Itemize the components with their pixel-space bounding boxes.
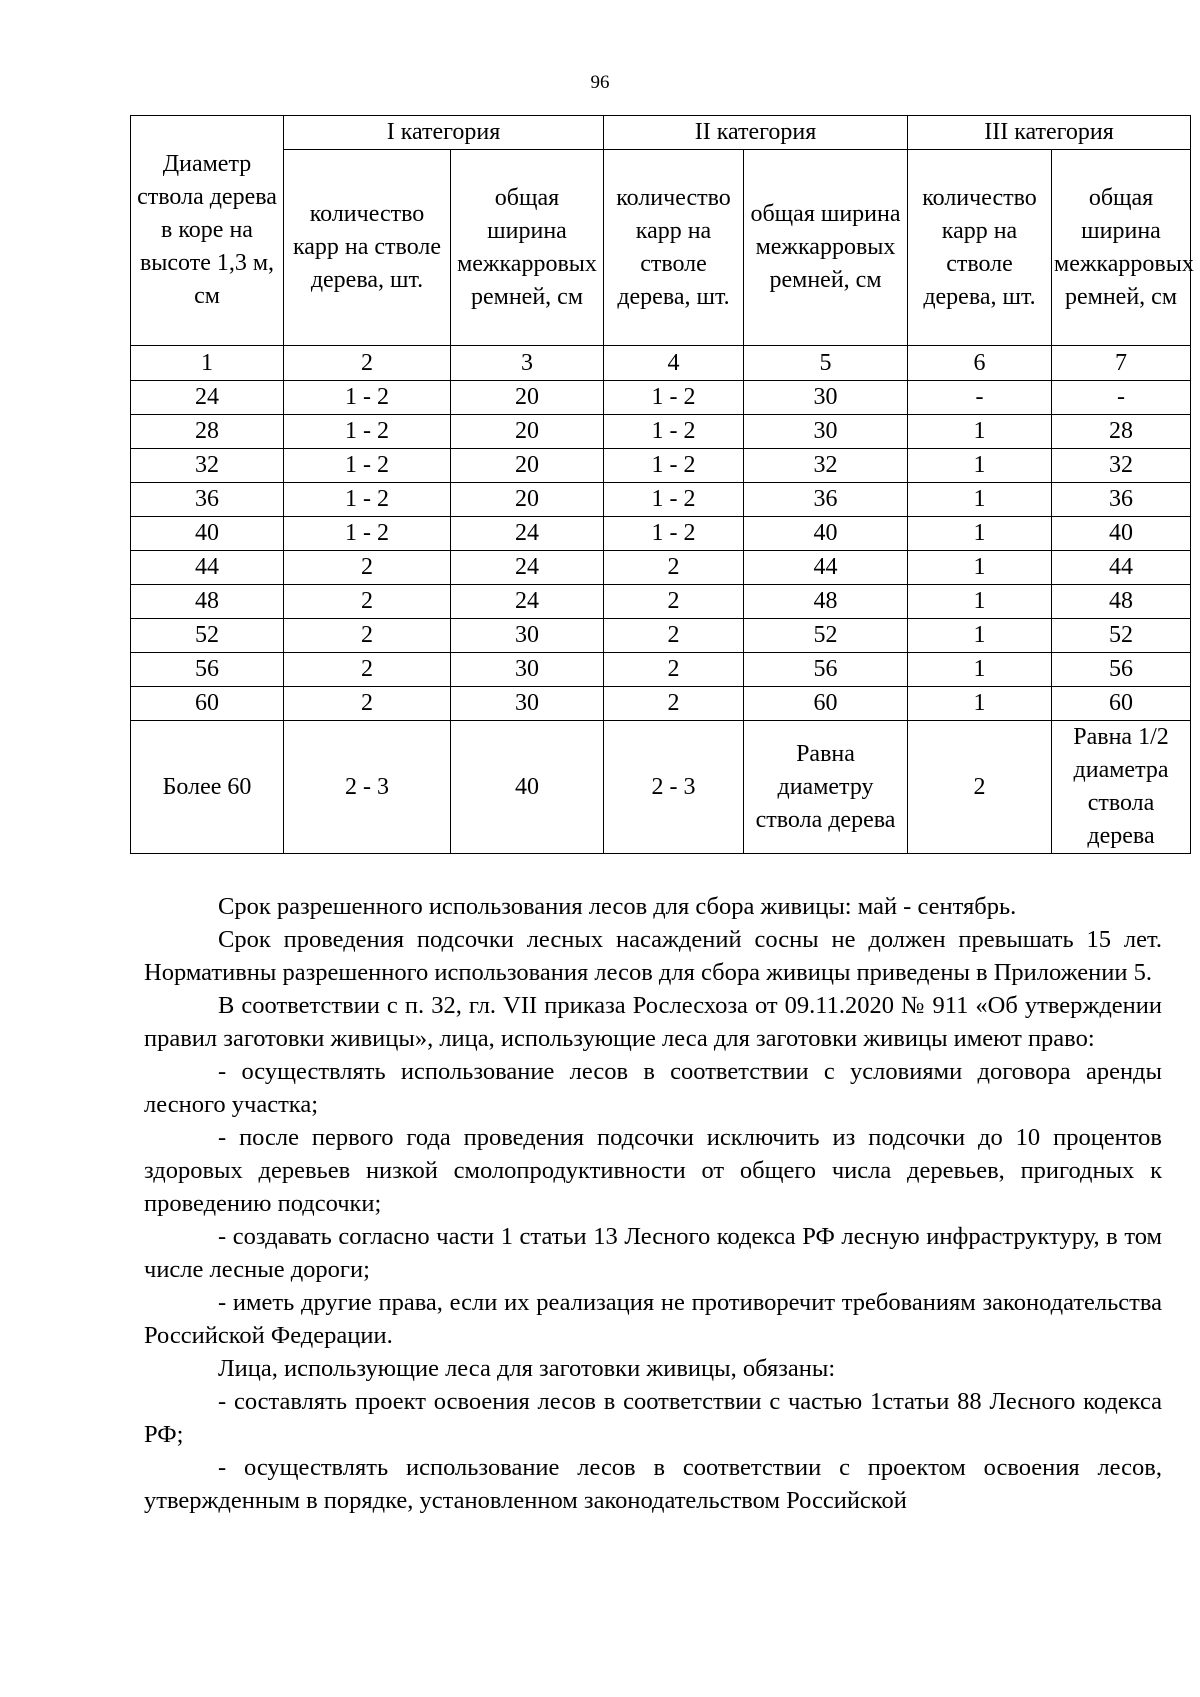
column-number: 5 bbox=[744, 346, 908, 381]
table-cell: 1 - 2 bbox=[604, 449, 744, 483]
table-cell: 1 - 2 bbox=[604, 483, 744, 517]
table-cell: 52 bbox=[744, 619, 908, 653]
table-row bbox=[131, 449, 1191, 483]
table-cell: 20 bbox=[451, 381, 604, 415]
table-cell: Более 60 bbox=[131, 721, 284, 854]
paragraph: - осуществлять использование лесов в соответствии с проектом освоения лесов, утвержденным в порядке, установленном законодательством Российской bbox=[144, 1454, 1162, 1514]
paragraph: Срок проведения подсочки лесных насаждений сосны не должен превышать 15 лет. Нормативны разрешенного использования лесов для сбора живицы приведены в Приложении 5. bbox=[144, 926, 1162, 986]
table-cell: 1 bbox=[908, 585, 1052, 619]
table-cell: 1 bbox=[908, 449, 1052, 483]
table-cell: 2 bbox=[284, 653, 451, 687]
header-count-1: количество карр на стволе дерева, шт. bbox=[284, 150, 451, 346]
table-cell: 44 bbox=[1052, 551, 1191, 585]
table-cell: 24 bbox=[451, 551, 604, 585]
paragraph: В соответствии с п. 32, гл. VII приказа Рослесхоза от 09.11.2020 № 911 «Об утверждении правил заготовки живицы», лица, использующие леса для заготовки живицы имеют право: bbox=[144, 992, 1162, 1052]
table-cell: 1 - 2 bbox=[284, 449, 451, 483]
table-cell: 1 bbox=[908, 653, 1052, 687]
table-cell: 1 - 2 bbox=[604, 381, 744, 415]
table-cell: 32 bbox=[744, 449, 908, 483]
table-cell: Равна 1/2 диаметра ствола дерева bbox=[1052, 721, 1191, 854]
table-row bbox=[131, 585, 1191, 619]
table-cell: 48 bbox=[131, 585, 284, 619]
header-width-1: общая ширина межкарровых ремней, см bbox=[451, 150, 604, 346]
table-cell: 48 bbox=[1052, 585, 1191, 619]
table-cell: - bbox=[1052, 381, 1191, 415]
paragraph: - осуществлять использование лесов в соответствии с условиями договора аренды лесного участка; bbox=[144, 1058, 1162, 1118]
table-cell: 28 bbox=[1052, 415, 1191, 449]
table-cell: 1 - 2 bbox=[284, 415, 451, 449]
table-row bbox=[131, 483, 1191, 517]
table-cell: 2 bbox=[908, 721, 1052, 854]
column-number-row bbox=[131, 346, 1191, 381]
table-cell: 30 bbox=[451, 687, 604, 721]
table-cell: 40 bbox=[451, 721, 604, 854]
column-number: 1 bbox=[131, 346, 284, 381]
table-cell: 52 bbox=[1052, 619, 1191, 653]
body-text bbox=[144, 890, 1162, 1517]
table-cell: 44 bbox=[131, 551, 284, 585]
table-cell: 24 bbox=[131, 381, 284, 415]
header-diameter: Диаметр ствола дерева в коре на высоте 1,3 м, см bbox=[131, 116, 284, 346]
table-cell: 1 bbox=[908, 551, 1052, 585]
table-cell: 2 - 3 bbox=[284, 721, 451, 854]
header-category-3: III категория bbox=[908, 116, 1191, 150]
table-row bbox=[131, 517, 1191, 551]
table-cell: 52 bbox=[131, 619, 284, 653]
table-cell: 30 bbox=[451, 653, 604, 687]
table-cell: 36 bbox=[131, 483, 284, 517]
table-cell: 56 bbox=[744, 653, 908, 687]
paragraph: - после первого года проведения подсочки исключить из подсочки до 10 процентов здоровых деревьев низкой смолопродуктивности от общего числа деревьев, пригодных к проведению подсочки; bbox=[144, 1124, 1162, 1217]
page-number: 96 bbox=[590, 72, 610, 93]
table-cell: - bbox=[908, 381, 1052, 415]
table-cell: 2 bbox=[284, 687, 451, 721]
table-cell: 2 bbox=[604, 619, 744, 653]
table-cell: 1 bbox=[908, 687, 1052, 721]
table-cell: 24 bbox=[451, 517, 604, 551]
table-cell: 60 bbox=[744, 687, 908, 721]
table-cell: 1 bbox=[908, 483, 1052, 517]
table-row bbox=[131, 619, 1191, 653]
column-number: 3 bbox=[451, 346, 604, 381]
table-row bbox=[131, 653, 1191, 687]
table-cell: 1 bbox=[908, 619, 1052, 653]
table-row bbox=[131, 687, 1191, 721]
table-cell: 2 bbox=[284, 585, 451, 619]
paragraph: - иметь другие права, если их реализация не противоречит требованиям законодательства Российской Федерации. bbox=[144, 1289, 1162, 1349]
table-cell: 20 bbox=[451, 449, 604, 483]
column-number: 7 bbox=[1052, 346, 1191, 381]
header-count-2: количество карр на стволе дерева, шт. bbox=[604, 150, 744, 346]
table-cell: 2 bbox=[284, 551, 451, 585]
table-cell: 2 bbox=[604, 687, 744, 721]
table-cell: 1 - 2 bbox=[284, 517, 451, 551]
table-cell: 32 bbox=[1052, 449, 1191, 483]
table-cell: 1 bbox=[908, 517, 1052, 551]
header-count-3: количество карр на стволе дерева, шт. bbox=[908, 150, 1052, 346]
paragraph: - создавать согласно части 1 статьи 13 Лесного кодекса РФ лесную инфраструктуру, в том числе лесные дороги; bbox=[144, 1223, 1162, 1283]
table-cell: 28 bbox=[131, 415, 284, 449]
table-cell: 40 bbox=[131, 517, 284, 551]
table-cell: 36 bbox=[1052, 483, 1191, 517]
header-category-1: I категория bbox=[284, 116, 604, 150]
table-cell: 56 bbox=[131, 653, 284, 687]
table-cell: 60 bbox=[131, 687, 284, 721]
column-number: 2 bbox=[284, 346, 451, 381]
table-cell: 1 - 2 bbox=[284, 381, 451, 415]
table-cell: 2 bbox=[604, 551, 744, 585]
table-cell: Равна диаметру ствола дерева bbox=[744, 721, 908, 854]
column-number: 6 bbox=[908, 346, 1052, 381]
table-cell: 30 bbox=[744, 381, 908, 415]
table-cell: 30 bbox=[451, 619, 604, 653]
header-category-2: II категория bbox=[604, 116, 908, 150]
table-cell: 1 - 2 bbox=[284, 483, 451, 517]
column-number: 4 bbox=[604, 346, 744, 381]
header-width-3: общая ширина межкарровых ремней, см bbox=[1052, 150, 1191, 346]
table-cell: 36 bbox=[744, 483, 908, 517]
table-cell: 30 bbox=[744, 415, 908, 449]
table-cell: 32 bbox=[131, 449, 284, 483]
table-cell: 2 - 3 bbox=[604, 721, 744, 854]
table-cell: 20 bbox=[451, 415, 604, 449]
table-cell: 60 bbox=[1052, 687, 1191, 721]
resin-tapping-table bbox=[130, 115, 1194, 854]
table-cell: 24 bbox=[451, 585, 604, 619]
table-cell: 48 bbox=[744, 585, 908, 619]
paragraph: Лица, использующие леса для заготовки живицы, обязаны: bbox=[218, 1355, 836, 1382]
paragraph: Срок разрешенного использования лесов для сбора живицы: май - сентябрь. bbox=[218, 893, 1017, 920]
table-row bbox=[131, 551, 1191, 585]
table-row bbox=[131, 381, 1191, 415]
table-cell: 1 - 2 bbox=[604, 415, 744, 449]
table-cell: 44 bbox=[744, 551, 908, 585]
table-cell: 1 bbox=[908, 415, 1052, 449]
table-cell: 40 bbox=[1052, 517, 1191, 551]
table-cell: 56 bbox=[1052, 653, 1191, 687]
table-cell: 40 bbox=[744, 517, 908, 551]
header-width-2: общая ширина межкарровых ремней, см bbox=[744, 150, 908, 346]
table-row bbox=[131, 415, 1191, 449]
table-row bbox=[131, 721, 1191, 854]
table-cell: 1 - 2 bbox=[604, 517, 744, 551]
paragraph: - составлять проект освоения лесов в соответствии с частью 1статьи 88 Лесного кодекса РФ; bbox=[144, 1388, 1162, 1448]
table-cell: 20 bbox=[451, 483, 604, 517]
table-cell: 2 bbox=[284, 619, 451, 653]
table-cell: 2 bbox=[604, 585, 744, 619]
table-cell: 2 bbox=[604, 653, 744, 687]
